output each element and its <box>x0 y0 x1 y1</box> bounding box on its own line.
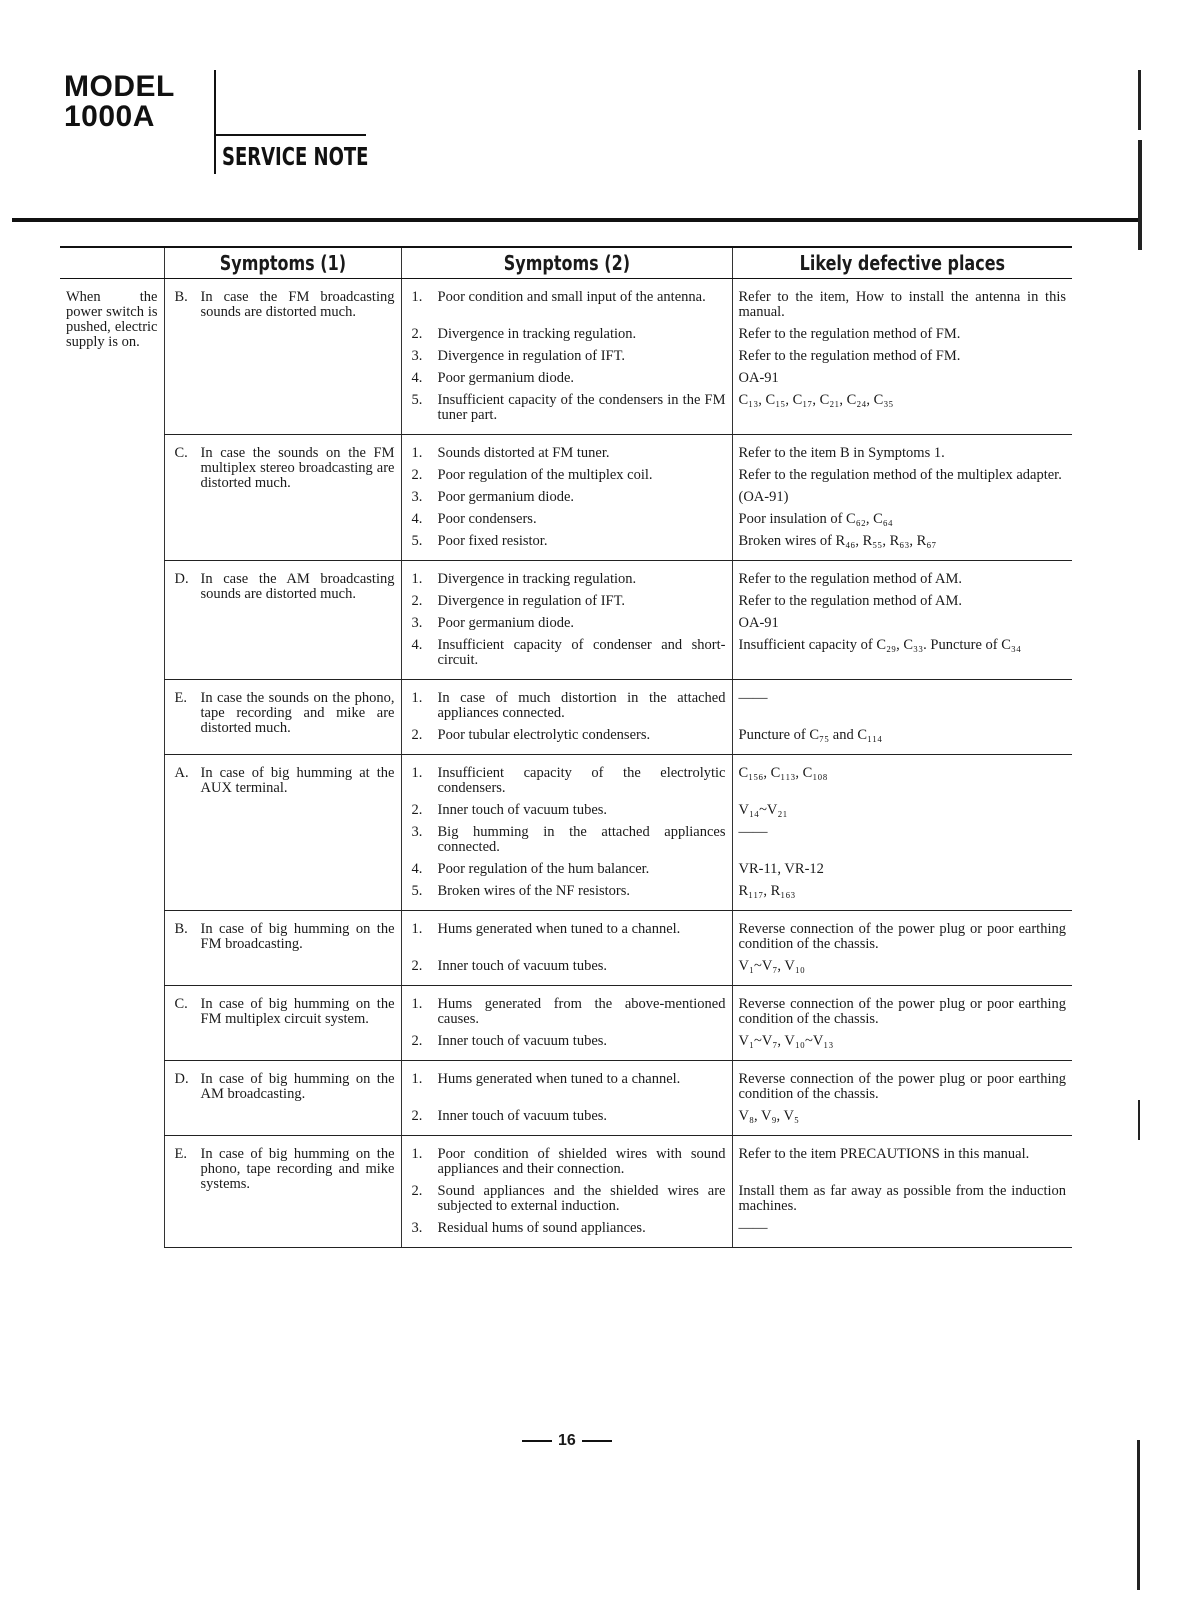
symptom-2-text: Insufficient capacity of the electrolytic condensers. <box>437 765 726 796</box>
defective-place-cell <box>732 561 1072 680</box>
symptom-2-text: Hums generated when tuned to a channel. <box>437 921 681 937</box>
scan-edge-mark <box>1138 70 1141 130</box>
symptom-2-text: Inner touch of vacuum tubes. <box>437 802 608 818</box>
item-number: 2. <box>411 1108 423 1124</box>
symptom-letter: C. <box>174 996 188 1012</box>
defective-place-item: V₁₄~V₂₁ <box>738 802 788 818</box>
item-number: 2. <box>411 326 423 342</box>
symptom-2-item <box>408 490 726 505</box>
symptom-2-item <box>408 959 726 974</box>
defective-place-item: —— <box>738 1220 768 1236</box>
defective-place-item: V₁~V₇, V₁₀~V₁₃ <box>738 1033 834 1049</box>
symptom-2-item <box>408 349 726 364</box>
symptom-letter: B. <box>174 289 188 305</box>
symptom-2-text: Divergence in regulation of IFT. <box>437 593 626 609</box>
table-row <box>60 1061 1072 1136</box>
symptom-2-text: Poor regulation of the multiplex coil. <box>437 467 653 483</box>
symptom-2-text: Inner touch of vacuum tubes. <box>437 1108 608 1124</box>
item-number: 4. <box>411 511 423 527</box>
symptom-2-text: Poor germanium diode. <box>437 489 575 505</box>
symptom-2-cell <box>401 986 732 1061</box>
symptom-1-cell <box>164 911 401 986</box>
header-symptoms-1: Symptoms (1) <box>164 247 401 279</box>
page-number-text: 16 <box>558 1432 576 1449</box>
symptom-2-cell <box>401 435 732 561</box>
symptom-letter: B. <box>174 921 188 937</box>
symptom-1-text: In case the AM broadcasting sounds are distorted much. <box>200 571 395 602</box>
symptom-letter: D. <box>174 1071 189 1087</box>
symptom-1-cell <box>164 986 401 1061</box>
page-number-dash <box>522 1440 552 1442</box>
table-row <box>60 911 1072 986</box>
symptom-2-text: Broken wires of the NF resistors. <box>437 883 631 899</box>
defective-place-item: C₁₅₆, C₁₁₃, C₁₀₈ <box>738 765 828 781</box>
header-symptoms-2: Symptoms (2) <box>401 247 732 279</box>
symptom-2-item <box>408 1072 726 1102</box>
item-number: 3. <box>411 489 423 505</box>
item-number: 3. <box>411 348 423 364</box>
defective-place-item: Puncture of C₇₅ and C₁₁₄ <box>738 727 883 743</box>
symptom-2-text: Divergence in tracking regulation. <box>437 571 637 587</box>
defective-place-item: VR-11, VR-12 <box>738 861 824 877</box>
symptom-letter: E. <box>174 690 187 706</box>
scan-edge-mark <box>1138 140 1142 250</box>
model-number: 1000A <box>64 100 155 133</box>
symptom-2-text: Divergence in regulation of IFT. <box>437 348 626 364</box>
symptom-2-text: Poor tubular electrolytic condensers. <box>437 727 651 743</box>
defective-place-cell <box>732 1061 1072 1136</box>
item-number: 2. <box>411 727 423 743</box>
symptom-1-cell <box>164 1061 401 1136</box>
symptom-2-item <box>408 1147 726 1177</box>
symptom-2-item <box>408 766 726 796</box>
symptom-2-item <box>408 728 726 743</box>
symptom-2-cell <box>401 279 732 435</box>
symptom-2-item <box>408 393 726 423</box>
troubleshooting-table <box>60 246 1072 1248</box>
item-number: 1. <box>411 289 423 305</box>
item-number: 1. <box>411 765 423 781</box>
defective-place-cell <box>732 986 1072 1061</box>
symptom-2-item <box>408 327 726 342</box>
symptom-2-item <box>408 638 726 668</box>
item-number: 2. <box>411 1183 423 1199</box>
symptom-1-text: In case of big humming at the AUX terminal. <box>200 765 395 796</box>
symptom-1-text: In case the sounds on the phono, tape recording and mike are distorted much. <box>200 690 395 736</box>
symptom-2-text: In case of much distortion in the attached appliances connected. <box>437 690 726 721</box>
item-number: 2. <box>411 802 423 818</box>
symptom-2-item <box>408 922 726 952</box>
symptom-2-cell <box>401 1061 732 1136</box>
defective-place-cell <box>732 755 1072 911</box>
defective-place-item: V₈, V₉, V₅ <box>738 1108 800 1124</box>
item-number: 1. <box>411 571 423 587</box>
symptom-letter: E. <box>174 1146 187 1162</box>
symptom-2-text: Poor condensers. <box>437 511 537 527</box>
symptom-2-item <box>408 1221 726 1236</box>
defective-place-item: Reverse connection of the power plug or poor earthing condition of the chassis. <box>738 1071 1066 1102</box>
symptom-2-text: Divergence in tracking regulation. <box>437 326 637 342</box>
symptom-2-text: Hums generated when tuned to a channel. <box>437 1071 681 1087</box>
symptom-2-cell <box>401 1136 732 1248</box>
defective-place-item: OA-91 <box>738 370 779 386</box>
item-number: 2. <box>411 593 423 609</box>
defective-place-cell <box>732 279 1072 435</box>
item-number: 2. <box>411 467 423 483</box>
symptom-letter: C. <box>174 445 188 461</box>
item-number: 2. <box>411 958 423 974</box>
header-horizontal-rule <box>214 134 366 136</box>
item-number: 1. <box>411 1146 423 1162</box>
symptom-letter: D. <box>174 571 189 587</box>
defective-place-item: Install them as far away as possible from the induction machines. <box>738 1183 1066 1214</box>
defective-place-cell <box>732 680 1072 755</box>
symptom-1-cell <box>164 435 401 561</box>
defective-place-item: C₁₃, C₁₅, C₁₇, C₂₁, C₂₄, C₃₅ <box>738 392 894 408</box>
defective-place-item: Poor insulation of C₆₂, C₆₄ <box>738 511 893 527</box>
defective-place-item: Refer to the item B in Symptoms 1. <box>738 445 945 461</box>
item-number: 1. <box>411 921 423 937</box>
symptom-1-cell <box>164 279 401 435</box>
symptom-2-text: Poor germanium diode. <box>437 370 575 386</box>
condition-text: When the power switch is pushed, electric supply is on. <box>66 289 158 350</box>
header-divider <box>12 218 1142 222</box>
item-number: 4. <box>411 370 423 386</box>
table-header-row <box>60 247 1072 279</box>
symptom-2-text: Residual hums of sound appliances. <box>437 1220 646 1236</box>
table-row <box>60 561 1072 680</box>
item-number: 3. <box>411 1220 423 1236</box>
symptom-2-text: Insufficient capacity of condenser and short-circuit. <box>437 637 726 668</box>
symptom-2-text: Insufficient capacity of the condensers in the FM tuner part. <box>437 392 726 423</box>
symptom-1-cell <box>164 1136 401 1248</box>
item-number: 1. <box>411 690 423 706</box>
table-row <box>60 435 1072 561</box>
page-number-dash <box>582 1440 612 1442</box>
symptom-2-item <box>408 1184 726 1214</box>
symptom-2-item <box>408 572 726 587</box>
symptom-2-text: Poor condition of shielded wires with sound appliances and their connection. <box>437 1146 726 1177</box>
symptom-2-text: Inner touch of vacuum tubes. <box>437 1033 608 1049</box>
condition-cell <box>60 279 164 1248</box>
symptom-2-cell <box>401 755 732 911</box>
symptom-2-item <box>408 512 726 527</box>
symptom-1-cell <box>164 561 401 680</box>
symptom-1-text: In case of big humming on the AM broadcasting. <box>200 1071 395 1102</box>
header-likely-defective-places: Likely defective places <box>732 247 1072 279</box>
document-title: SERVICE NOTE <box>222 142 369 171</box>
symptom-2-item <box>408 290 726 320</box>
symptom-1-text: In case of big humming on the phono, tape recording and mike systems. <box>200 1146 395 1192</box>
symptom-2-item <box>408 371 726 386</box>
defective-place-item: Refer to the regulation method of FM. <box>738 348 961 364</box>
item-number: 5. <box>411 392 423 408</box>
symptom-2-cell <box>401 911 732 986</box>
symptom-1-text: In case of big humming on the FM multiplex circuit system. <box>200 996 395 1027</box>
defective-place-item: OA-91 <box>738 615 779 631</box>
symptom-2-item <box>408 997 726 1027</box>
symptom-1-text: In case of big humming on the FM broadcasting. <box>200 921 395 952</box>
symptom-2-item <box>408 825 726 855</box>
item-number: 1. <box>411 996 423 1012</box>
defective-place-item: R₁₁₇, R₁₆₃ <box>738 883 796 899</box>
symptom-2-item <box>408 594 726 609</box>
symptom-1-cell <box>164 755 401 911</box>
symptom-2-item <box>408 884 726 899</box>
defective-place-item: Insufficient capacity of C₂₉, C₃₃. Puncture of C₃₄ <box>738 637 1022 653</box>
table-row <box>60 279 1072 435</box>
symptom-2-text: Sound appliances and the shielded wires are subjected to external induction. <box>437 1183 726 1214</box>
symptom-2-text: Big humming in the attached appliances connected. <box>437 824 726 855</box>
defective-place-item: Refer to the item, How to install the antenna in this manual. <box>738 289 1066 320</box>
symptom-2-item <box>408 862 726 877</box>
page-number <box>516 1432 618 1450</box>
symptom-2-item <box>408 1109 726 1124</box>
defective-place-item: (OA-91) <box>738 489 789 505</box>
header-vertical-rule <box>214 70 216 174</box>
symptom-2-text: Poor condition and small input of the antenna. <box>437 289 706 305</box>
defective-place-cell <box>732 435 1072 561</box>
symptom-2-item <box>408 691 726 721</box>
symptom-2-text: Poor germanium diode. <box>437 615 575 631</box>
symptom-2-item <box>408 534 726 549</box>
defective-place-item: Broken wires of R₄₆, R₅₅, R₆₃, R₆₇ <box>738 533 937 549</box>
symptom-2-item <box>408 1034 726 1049</box>
item-number: 2. <box>411 1033 423 1049</box>
symptom-letter: A. <box>174 765 189 781</box>
item-number: 5. <box>411 883 423 899</box>
symptom-2-text: Hums generated from the above-mentioned causes. <box>437 996 726 1027</box>
table-row <box>60 1136 1072 1248</box>
symptom-1-text: In case the FM broadcasting sounds are distorted much. <box>200 289 395 320</box>
symptom-2-text: Poor fixed resistor. <box>437 533 548 549</box>
defective-place-item: Refer to the regulation method of AM. <box>738 593 962 609</box>
scan-edge-mark <box>1138 1100 1140 1140</box>
item-number: 1. <box>411 1071 423 1087</box>
symptom-1-text: In case the sounds on the FM multiplex stereo broadcasting are distorted much. <box>200 445 395 491</box>
defective-place-item: V₁~V₇, V₁₀ <box>738 958 805 974</box>
defective-place-item: Refer to the regulation method of FM. <box>738 326 961 342</box>
header-condition <box>60 247 164 279</box>
model-label: MODEL <box>64 70 175 103</box>
symptom-2-item <box>408 468 726 483</box>
symptom-2-cell <box>401 561 732 680</box>
defective-place-cell <box>732 911 1072 986</box>
defective-place-item: —— <box>738 824 768 840</box>
symptom-2-text: Poor regulation of the hum balancer. <box>437 861 650 877</box>
table-row <box>60 755 1072 911</box>
symptom-2-item <box>408 803 726 818</box>
item-number: 4. <box>411 637 423 653</box>
symptom-1-cell <box>164 680 401 755</box>
symptom-2-text: Inner touch of vacuum tubes. <box>437 958 608 974</box>
table-row <box>60 680 1072 755</box>
symptom-2-item <box>408 616 726 631</box>
defective-place-item: Reverse connection of the power plug or poor earthing condition of the chassis. <box>738 921 1066 952</box>
item-number: 4. <box>411 861 423 877</box>
defective-place-item: Refer to the regulation method of the multiplex adapter. <box>738 467 1062 483</box>
symptom-2-text: Sounds distorted at FM tuner. <box>437 445 610 461</box>
defective-place-item: Refer to the item PRECAUTIONS in this manual. <box>738 1146 1030 1162</box>
symptom-2-item <box>408 446 726 461</box>
item-number: 1. <box>411 445 423 461</box>
item-number: 3. <box>411 615 423 631</box>
table-row <box>60 986 1072 1061</box>
defective-place-item: —— <box>738 690 768 706</box>
item-number: 3. <box>411 824 423 840</box>
item-number: 5. <box>411 533 423 549</box>
symptom-2-cell <box>401 680 732 755</box>
defective-place-item: Reverse connection of the power plug or poor earthing condition of the chassis. <box>738 996 1066 1027</box>
defective-place-cell <box>732 1136 1072 1248</box>
defective-place-item: Refer to the regulation method of AM. <box>738 571 962 587</box>
model-title <box>64 72 214 132</box>
scan-edge-mark <box>1137 1440 1140 1590</box>
